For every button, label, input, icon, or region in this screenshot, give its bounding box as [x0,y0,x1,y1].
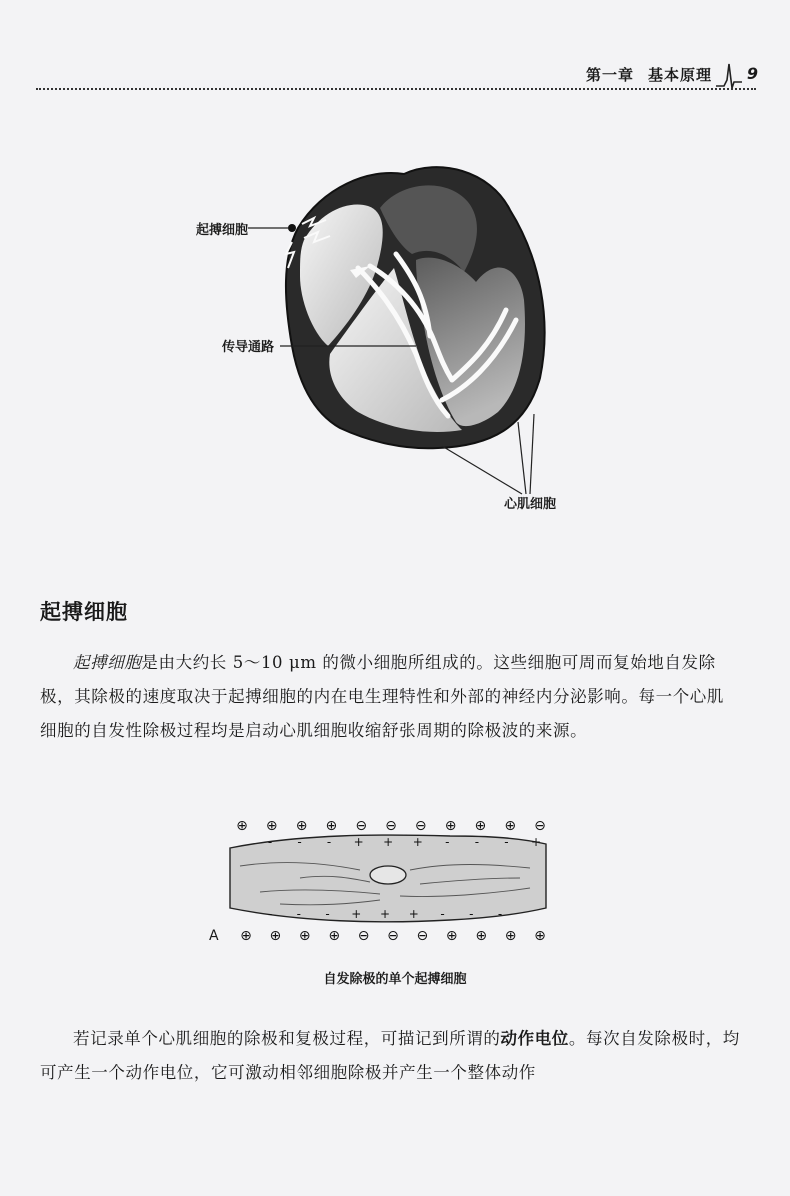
charge-symbol: ⊕ [298,928,311,944]
charge-symbol: + [353,835,364,849]
charge-symbol: - [474,835,480,849]
section-title: 起搏细胞 [40,600,128,624]
charge-symbol: - [296,907,301,921]
paragraph-action-potential [40,1022,740,1090]
charge-symbol: - [297,835,302,849]
charge-symbol: ⊕ [475,928,488,944]
chapter-heading [586,64,712,85]
heart-conduction-figure [180,150,600,520]
term-action-potential: 动作电位 [500,1029,569,1048]
header-rule [36,88,756,90]
running-header [36,60,770,94]
paragraph2-text-after: 。每次自发除极时，均可产生一个动作电位，它可激动相邻细胞除极并产生一个整体动作 [40,1029,740,1082]
charge-symbol: + [408,907,419,921]
charge-symbol: - [440,907,445,921]
charge-symbol: ⊕ [325,818,338,834]
charge-symbol: ⊖ [387,928,399,944]
charge-symbol: - [267,835,273,849]
page-number: 9 [746,64,758,83]
chapter-number: 第一章 [585,66,634,84]
charge-symbol: ⊖ [355,818,368,834]
paragraph2-text-before: 若记录单个心肌细胞的除极和复极过程，可描记到所谓的 [73,1029,501,1048]
charge-symbol: - [469,907,474,921]
charge-symbol: ⊕ [445,928,458,944]
charge-symbol: ⊕ [295,818,308,834]
charge-symbol: ⊖ [414,818,427,834]
charge-symbol: - [267,907,273,921]
charge-symbol: ⊕ [504,928,517,944]
cell-figure-caption: 自发除极的单个起搏细胞 [323,972,467,987]
label-conduction-pathway: 传导通路 [222,340,275,355]
charge-symbol: ⊖ [385,818,397,834]
ecg-pulse-icon [716,60,742,90]
cell-nucleus [370,866,406,884]
charge-symbol: + [412,835,423,849]
charge-symbol: - [497,907,503,921]
charge-symbol: - [325,907,330,921]
charge-symbol: + [530,835,542,849]
label-myocardial-cells: 心肌细胞 [504,497,557,512]
charge-symbol: ⊕ [240,928,252,944]
charge-symbol: - [504,835,509,849]
charge-symbol: ⊕ [236,818,248,834]
charge-symbol: + [379,907,391,921]
charge-symbol: ⊕ [269,928,282,944]
term-pacemaker-cells: 起搏细胞 [73,653,142,672]
charge-symbol: ⊕ [504,818,517,834]
chapter-title: 基本原理 [647,66,712,84]
charge-symbol: ⊖ [357,928,370,944]
charge-symbol: ⊕ [474,818,487,834]
charge-symbol: ⊕ [444,818,457,834]
paragraph-pacemaker [40,646,740,748]
label-pacemaker-cells: 起搏细胞 [196,223,249,238]
charge-symbol: ⊕ [328,928,341,944]
charge-symbol: ⊖ [534,818,546,834]
panel-letter: A [209,928,219,944]
charge-symbol: + [351,907,362,921]
charge-symbol: + [383,835,394,849]
sinus-node [288,224,296,232]
paragraph-body: 是由大约长 5～10 μm 的微小细胞所组成的。这些细胞可周而复始地自发除极，其除极的速度取决于起搏细胞的内在电生理特性和外部的神经内分泌影响。每一个心肌细胞的自发性除极过程均是启动心肌细胞收缩舒张周期的除极波的来源。 [40,653,724,740]
charge-symbol: - [326,835,332,849]
charge-symbol: ⊕ [265,818,278,834]
pacemaker-cell-figure [200,808,570,958]
charge-symbol: ⊖ [416,928,429,944]
charge-symbol: - [445,835,450,849]
charge-symbol: ⊕ [534,928,546,944]
